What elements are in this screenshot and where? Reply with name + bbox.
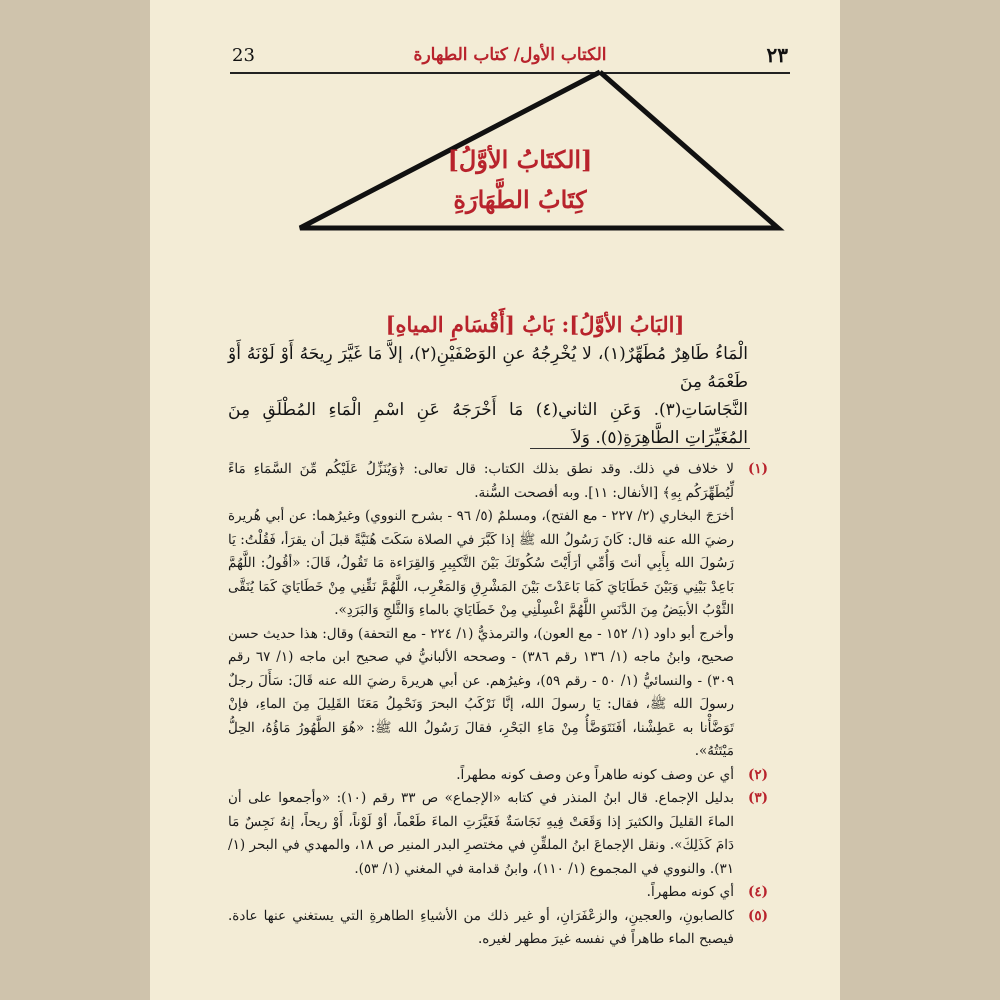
footnote-paragraph: أي كونه مطهراً. xyxy=(646,884,734,900)
page-number-arabic: ٢٣ xyxy=(766,43,788,67)
footnote-3 xyxy=(228,787,768,881)
footnote-number: (٥) xyxy=(747,907,768,924)
footnote-body xyxy=(228,905,734,952)
running-title: الكتاب الأول/ كتاب الطهارة xyxy=(413,45,607,65)
footnote-2 xyxy=(228,764,768,788)
book-title-line2: كِتَابُ الطَّهَارَةِ xyxy=(453,185,587,214)
footnote-paragraph: وأخرج أبو داود (١/ ١٥٢ - مع العون)، والترمذيُّ (١/ ٢٢٤ - مع التحفة) وقال: هذا حديث حسن صحيح، وابنُ ماجه (١/ ١٣٦ رقم ٣٨٦) - وصححه الألبانيُّ في صحيح ابن ماجه (١/ ٦٧ رقم ٣٠٩) - والنسائيُّ (١/ ٥٠ - رقم ٥٩)، وغيرُهم. عن أبي هريرةَ رضيَ الله عنه قَالَ: سَأَلَ رجلٌ رسولَ الله ﷺ، فقال: يَا رسولَ الله، إنَّا نَرْكَبُ البحرَ وَنَحْمِلُ مَعَنَا القَلِيلَ مِنَ الماءِ، فإنْ تَوَضَّأْنا به عَطِشْنا، أفَنَتَوَضَّأُ مِنْ مَاءِ البَحْرِ، فقالَ رَسُولُ الله ﷺ: «هُوَ الطَّهُورُ مَاؤُهُ، الحِلُّ مَيْتَتُهُ». xyxy=(228,625,735,759)
main-text-line: النَّجَاسَاتِ(٣). وَعَنِ الثاني(٤) مَا أَخْرَجَهُ عَنِ اسْمِ الْمَاءِ المُطْلَقِ مِنَ المُغَيِّرَاتِ الطَّاهِرَةِ(٥). وَلاَ xyxy=(228,400,748,448)
footnote-paragraph: أي عن وصف كونه طاهراً وعن وصف كونه مطهراً. xyxy=(456,766,734,783)
footnote-body xyxy=(228,458,734,764)
footnote-number: (٢) xyxy=(747,766,768,783)
footnote-paragraph: لا خلاف في ذلك. وقد نطق بذلك الكتاب: قال تعالى: ﴿وَيُنَزِّلُ عَلَيْكُم مِّنَ السَّمَاءِ مَاءً لِّيُطَهِّرَكُم بِهِ﴾ [الأنفال: ١١]. وبه أفصحت السُّنة. xyxy=(228,461,734,501)
running-header xyxy=(230,38,790,74)
footnote-1 xyxy=(228,458,768,764)
footnote-paragraph: أخرَجَ البخاري (٢/ ٢٢٧ - مع الفتح)، ومسلمٌ (٥/ ٩٦ - بشرح النووي) وغيرُهما: عن أبي هُريرة رضيَ الله عنه قال: كَانَ رَسُولُ الله ﷺ إذا كَبَّرَ في الصلاة سَكَتَ هُنَيَّةً قبلَ أن يقرَأ، فَقُلْتُ: يَا رَسُولَ الله بِأَبِي أنتَ وَأُمِّي أرَأَيْتَ سُكُوتَكَ بَيْنَ التَّكبِيرِ وَالقِرَاءة مَا تَقُولُ، قَالَ: «أقُولُ: اللَّهُمَّ بَاعِدْ بَيْنِي وَبَيْنَ خَطَايَايَ كَمَا بَاعَدْتَ بَيْنَ المَشْرِقِ وَالمَغْرِب، اللَّهُمَّ نَقِّنِي مِنْ خَطَايَايَ كَمَا يُنَقَّى الثَّوْبُ الأبيَضُ مِنَ الدَّنَسِ اللَّهُمَّ اغْسِلْنِي مِنْ خَطَايَايَ بالماءِ وَالثَّلجِ وَالبَرَدِ». xyxy=(228,508,734,618)
page-number-latin: 23 xyxy=(232,44,255,66)
main-text xyxy=(228,340,748,452)
footnote-number: (١) xyxy=(747,461,768,477)
footnote-number: (٣) xyxy=(747,790,768,806)
book-title xyxy=(400,140,640,220)
footnote-body xyxy=(228,881,734,905)
footnote-5 xyxy=(228,905,768,952)
main-text-line: الْمَاءُ طَاهِرٌ مُطَهِّرٌ(١)، لا يُخْرِجُهُ عنِ الوَصْفَيْنِ(٢)، إلاَّ مَا غَيَّرَ رِيحَهُ أَوْ لَوْنَهُ أَوْ طَعْمَهُ مِنَ xyxy=(228,344,748,392)
chapter-title: [البَابُ الأوَّلُ]: بَابُ [أَقْسَامِ المياهِ] xyxy=(385,312,685,337)
footnote-paragraph: بدليل الإجماع. قال ابنُ المنذر في كتابه «الإجماع» ص ٣٣ رقم (١٠): «وأجمعوا على أن الماءَ القليلَ والكثيرَ إذا وَقَعَتْ فِيهِ نَجَاسَةٌ فَغَيَّرَتِ الماءَ طَعْماً، أوْ لَوْناً، أَوْ ريحاً، إنهُ نَجِسٌ مَا دَامَ كَذَلِكَ». ونقل الإجماعَ ابنُ الملقِّنِ في مختصرِ البدر المنير ص ١٨، والمهدي في البحر (١/ ٣١). والنووي في المجموع (١/ ١١٠)، وابنُ قدامة في المغني (١/ ٥٣). xyxy=(228,790,734,877)
footnote-body xyxy=(228,764,734,788)
footnote-paragraph: كالصابونِ، والعجينِ، والزعْفَرَانِ، أو غير ذلك من الأشياءِ الطاهرةِ التي يستغني عنها عادة. فيصبح الماء طاهراً في نفسه غيرَ مطهر لغيره. xyxy=(228,907,734,947)
footnote-number: (٤) xyxy=(747,884,768,900)
footnote-4 xyxy=(228,881,768,905)
footnote-separator xyxy=(530,448,750,449)
book-title-line1: [الكتَابُ الأوَّلُ] xyxy=(447,145,593,174)
footnote-body xyxy=(228,787,734,881)
footnotes xyxy=(228,458,768,952)
